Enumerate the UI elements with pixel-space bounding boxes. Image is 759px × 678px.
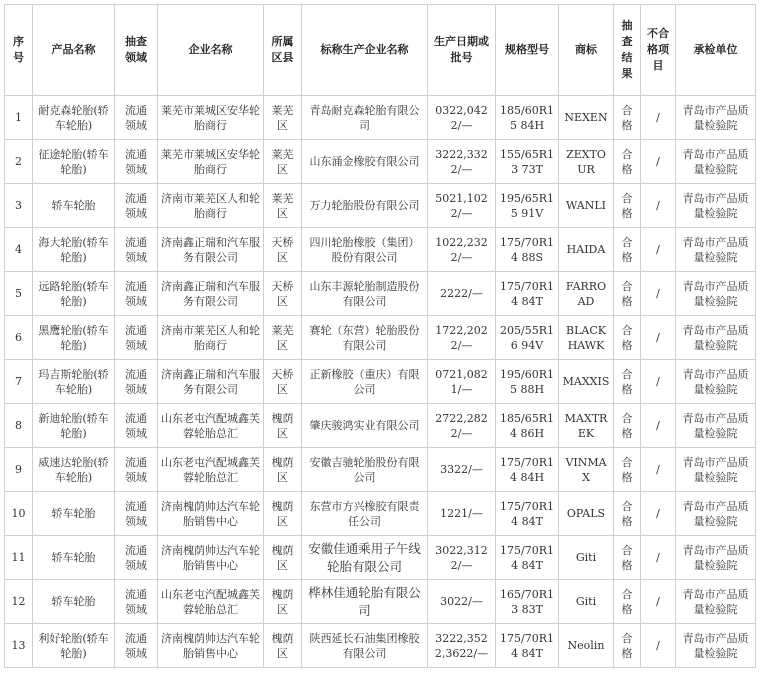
cell-maker: 青岛耐克森轮胎有限公司 — [302, 96, 428, 140]
cell-domain: 流通领域 — [115, 580, 158, 624]
cell-fail-items: / — [641, 228, 676, 272]
cell-district: 槐荫区 — [264, 492, 302, 536]
cell-brand: Giti — [559, 536, 614, 580]
cell-seq: 10 — [5, 492, 33, 536]
cell-maker: 肇庆骏鸿实业有限公司 — [302, 404, 428, 448]
cell-maker: 正新橡胶（重庆）有限公司 — [302, 360, 428, 404]
cell-company: 济南市莱芜区人和轮胎商行 — [158, 316, 264, 360]
table-row — [5, 316, 756, 360]
cell-model: 175/70R14 88S — [496, 228, 559, 272]
cell-brand: MAXXIS — [559, 360, 614, 404]
cell-seq: 6 — [5, 316, 33, 360]
cell-company: 济南鑫正瑞和汽车服务有限公司 — [158, 272, 264, 316]
cell-result: 合格 — [614, 404, 641, 448]
cell-district: 莱芜区 — [264, 140, 302, 184]
cell-fail-items: / — [641, 580, 676, 624]
cell-maker: 四川轮胎橡胶（集团）股份有限公司 — [302, 228, 428, 272]
cell-model: 165/70R13 83T — [496, 580, 559, 624]
cell-product: 玛吉斯轮胎(轿车轮胎) — [33, 360, 115, 404]
cell-domain: 流通领域 — [115, 96, 158, 140]
header-district: 所属区县 — [264, 5, 302, 96]
cell-domain: 流通领域 — [115, 536, 158, 580]
table-row — [5, 272, 756, 316]
cell-maker: 安徽吉驰轮胎股份有限公司 — [302, 448, 428, 492]
cell-seq: 8 — [5, 404, 33, 448]
cell-brand: MAXTREK — [559, 404, 614, 448]
cell-maker: 桦林佳通轮胎有限公司 — [302, 580, 428, 624]
cell-maker: 万力轮胎股份有限公司 — [302, 184, 428, 228]
cell-seq: 4 — [5, 228, 33, 272]
cell-model: 175/70R14 84H — [496, 448, 559, 492]
header-product: 产品名称 — [33, 5, 115, 96]
cell-lab: 青岛市产品质量检验院 — [676, 184, 756, 228]
table-row — [5, 140, 756, 184]
cell-date: 3322/— — [428, 448, 496, 492]
cell-lab: 青岛市产品质量检验院 — [676, 492, 756, 536]
cell-model: 205/55R16 94V — [496, 316, 559, 360]
cell-maker: 山东丰源轮胎制造股份有限公司 — [302, 272, 428, 316]
cell-fail-items: / — [641, 536, 676, 580]
cell-district: 莱芜区 — [264, 184, 302, 228]
cell-company: 山东老屯汽配城鑫芙蓉轮胎总汇 — [158, 580, 264, 624]
cell-date: 3022,3122/— — [428, 536, 496, 580]
cell-maker: 赛轮（东营）轮胎股份有限公司 — [302, 316, 428, 360]
cell-lab: 青岛市产品质量检验院 — [676, 360, 756, 404]
cell-result: 合格 — [614, 448, 641, 492]
cell-company: 山东老屯汽配城鑫芙蓉轮胎总汇 — [158, 448, 264, 492]
cell-domain: 流通领域 — [115, 448, 158, 492]
cell-date: 1722,2022/— — [428, 316, 496, 360]
cell-domain: 流通领域 — [115, 184, 158, 228]
cell-brand: HAIDA — [559, 228, 614, 272]
cell-result: 合格 — [614, 228, 641, 272]
cell-result: 合格 — [614, 272, 641, 316]
cell-domain: 流通领域 — [115, 228, 158, 272]
table-row — [5, 404, 756, 448]
cell-fail-items: / — [641, 316, 676, 360]
cell-lab: 青岛市产品质量检验院 — [676, 580, 756, 624]
cell-date: 3222,3322/— — [428, 140, 496, 184]
cell-product: 征途轮胎(轿车轮胎) — [33, 140, 115, 184]
cell-model: 195/65R15 91V — [496, 184, 559, 228]
cell-brand: BLACK HAWK — [559, 316, 614, 360]
header-fail-items: 不合格项目 — [641, 5, 676, 96]
header-company: 企业名称 — [158, 5, 264, 96]
cell-company: 济南槐荫帅达汽车轮胎销售中心 — [158, 624, 264, 668]
cell-brand: ZEXTOUR — [559, 140, 614, 184]
cell-product: 远路轮胎(轿车轮胎) — [33, 272, 115, 316]
cell-fail-items: / — [641, 492, 676, 536]
cell-product: 利好轮胎(轿车轮胎) — [33, 624, 115, 668]
cell-model: 195/60R15 88H — [496, 360, 559, 404]
cell-domain: 流通领域 — [115, 316, 158, 360]
cell-brand: Neolin — [559, 624, 614, 668]
cell-model: 175/70R14 84T — [496, 536, 559, 580]
cell-result: 合格 — [614, 624, 641, 668]
cell-brand: Giti — [559, 580, 614, 624]
cell-district: 天桥区 — [264, 360, 302, 404]
header-lab: 承检单位 — [676, 5, 756, 96]
cell-district: 槐荫区 — [264, 624, 302, 668]
header-model: 规格型号 — [496, 5, 559, 96]
cell-lab: 青岛市产品质量检验院 — [676, 536, 756, 580]
cell-brand: NEXEN — [559, 96, 614, 140]
cell-date: 1221/— — [428, 492, 496, 536]
cell-lab: 青岛市产品质量检验院 — [676, 272, 756, 316]
cell-district: 天桥区 — [264, 272, 302, 316]
cell-product: 轿车轮胎 — [33, 492, 115, 536]
cell-maker: 山东涌金橡胶有限公司 — [302, 140, 428, 184]
cell-date: 5021,1022/— — [428, 184, 496, 228]
cell-result: 合格 — [614, 580, 641, 624]
header-seq: 序号 — [5, 5, 33, 96]
cell-fail-items: / — [641, 360, 676, 404]
cell-domain: 流通领域 — [115, 404, 158, 448]
table-row — [5, 536, 756, 580]
header-date: 生产日期或批号 — [428, 5, 496, 96]
cell-company: 山东老屯汽配城鑫芙蓉轮胎总汇 — [158, 404, 264, 448]
cell-district: 槐荫区 — [264, 404, 302, 448]
cell-date: 1022,2322/— — [428, 228, 496, 272]
table-row — [5, 360, 756, 404]
cell-seq: 1 — [5, 96, 33, 140]
cell-domain: 流通领域 — [115, 272, 158, 316]
cell-model: 175/70R14 84T — [496, 492, 559, 536]
cell-company: 济南鑫正瑞和汽车服务有限公司 — [158, 360, 264, 404]
header-result: 抽查结果 — [614, 5, 641, 96]
cell-brand: FARROAD — [559, 272, 614, 316]
cell-result: 合格 — [614, 316, 641, 360]
header-maker: 标称生产企业名称 — [302, 5, 428, 96]
table-row — [5, 492, 756, 536]
header-brand: 商标 — [559, 5, 614, 96]
cell-product: 轿车轮胎 — [33, 184, 115, 228]
cell-seq: 12 — [5, 580, 33, 624]
cell-district: 槐荫区 — [264, 448, 302, 492]
cell-product: 威速达轮胎(轿车轮胎) — [33, 448, 115, 492]
table-body — [5, 96, 756, 668]
cell-seq: 3 — [5, 184, 33, 228]
cell-maker: 东营市方兴橡胶有限责任公司 — [302, 492, 428, 536]
cell-date: 3022/— — [428, 580, 496, 624]
cell-lab: 青岛市产品质量检验院 — [676, 624, 756, 668]
cell-seq: 5 — [5, 272, 33, 316]
cell-result: 合格 — [614, 536, 641, 580]
cell-fail-items: / — [641, 184, 676, 228]
cell-seq: 2 — [5, 140, 33, 184]
cell-company: 莱芜市莱城区安华轮胎商行 — [158, 96, 264, 140]
cell-brand: WANLI — [559, 184, 614, 228]
cell-district: 槐荫区 — [264, 580, 302, 624]
cell-product: 轿车轮胎 — [33, 580, 115, 624]
cell-result: 合格 — [614, 360, 641, 404]
cell-result: 合格 — [614, 184, 641, 228]
cell-result: 合格 — [614, 492, 641, 536]
cell-district: 莱芜区 — [264, 96, 302, 140]
cell-fail-items: / — [641, 624, 676, 668]
cell-fail-items: / — [641, 404, 676, 448]
cell-lab: 青岛市产品质量检验院 — [676, 228, 756, 272]
cell-lab: 青岛市产品质量检验院 — [676, 448, 756, 492]
cell-product: 黑鹰轮胎(轿车轮胎) — [33, 316, 115, 360]
table-row — [5, 184, 756, 228]
cell-brand: VINMAX — [559, 448, 614, 492]
table-row — [5, 448, 756, 492]
cell-date: 0721,0821/— — [428, 360, 496, 404]
cell-fail-items: / — [641, 272, 676, 316]
cell-district: 槐荫区 — [264, 536, 302, 580]
cell-result: 合格 — [614, 96, 641, 140]
cell-maker: 安徽佳通乘用子午线轮胎有限公司 — [302, 536, 428, 580]
cell-seq: 7 — [5, 360, 33, 404]
table-row — [5, 228, 756, 272]
cell-fail-items: / — [641, 140, 676, 184]
cell-model: 155/65R13 73T — [496, 140, 559, 184]
cell-maker: 陕西延长石油集团橡胶有限公司 — [302, 624, 428, 668]
table-row — [5, 580, 756, 624]
cell-result: 合格 — [614, 140, 641, 184]
cell-model: 185/60R15 84H — [496, 96, 559, 140]
cell-model: 185/65R14 86H — [496, 404, 559, 448]
cell-brand: OPALS — [559, 492, 614, 536]
cell-domain: 流通领域 — [115, 360, 158, 404]
cell-domain: 流通领域 — [115, 140, 158, 184]
cell-seq: 13 — [5, 624, 33, 668]
cell-product: 耐克森轮胎(轿车轮胎) — [33, 96, 115, 140]
cell-company: 莱芜市莱城区安华轮胎商行 — [158, 140, 264, 184]
table-row — [5, 96, 756, 140]
cell-model: 175/70R14 84T — [496, 624, 559, 668]
cell-lab: 青岛市产品质量检验院 — [676, 404, 756, 448]
cell-district: 天桥区 — [264, 228, 302, 272]
inspection-results-table — [4, 4, 756, 668]
cell-domain: 流通领域 — [115, 624, 158, 668]
header-domain: 抽查领域 — [115, 5, 158, 96]
cell-domain: 流通领域 — [115, 492, 158, 536]
cell-company: 济南槐荫帅达汽车轮胎销售中心 — [158, 536, 264, 580]
cell-date: 3222,3522,3622/— — [428, 624, 496, 668]
cell-date: 0322,0422/— — [428, 96, 496, 140]
cell-company: 济南槐荫帅达汽车轮胎销售中心 — [158, 492, 264, 536]
cell-company: 济南鑫正瑞和汽车服务有限公司 — [158, 228, 264, 272]
cell-model: 175/70R14 84T — [496, 272, 559, 316]
cell-seq: 11 — [5, 536, 33, 580]
cell-lab: 青岛市产品质量检验院 — [676, 96, 756, 140]
cell-product: 新迪轮胎(轿车轮胎) — [33, 404, 115, 448]
cell-fail-items: / — [641, 96, 676, 140]
cell-product: 轿车轮胎 — [33, 536, 115, 580]
cell-lab: 青岛市产品质量检验院 — [676, 316, 756, 360]
cell-date: 2722,2822/— — [428, 404, 496, 448]
table-row — [5, 624, 756, 668]
cell-fail-items: / — [641, 448, 676, 492]
cell-seq: 9 — [5, 448, 33, 492]
cell-company: 济南市莱芜区人和轮胎商行 — [158, 184, 264, 228]
cell-date: 2222/— — [428, 272, 496, 316]
cell-product: 海大轮胎(轿车轮胎) — [33, 228, 115, 272]
cell-district: 莱芜区 — [264, 316, 302, 360]
cell-lab: 青岛市产品质量检验院 — [676, 140, 756, 184]
header-row — [5, 5, 756, 96]
